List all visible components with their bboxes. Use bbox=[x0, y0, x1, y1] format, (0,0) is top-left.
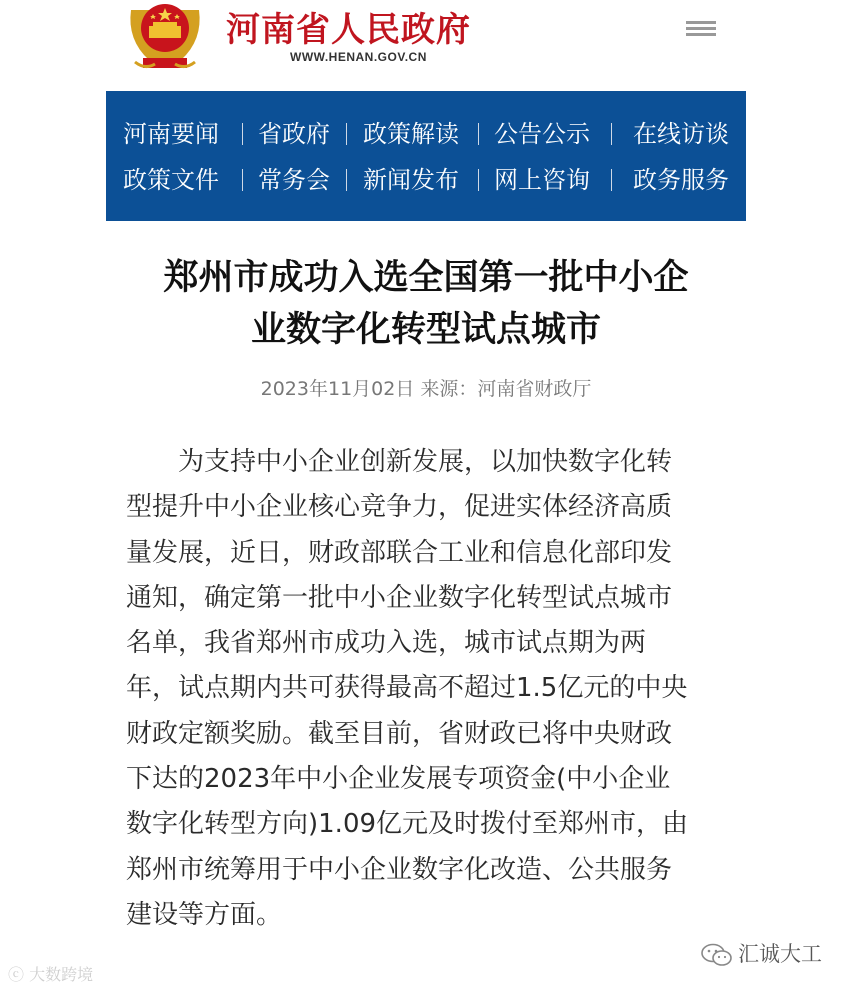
article-line: 通知，确定第一批中小企业数字化转型试点城市 bbox=[126, 582, 673, 613]
nav-item-press-releases[interactable]: 新闻发布 bbox=[363, 166, 459, 194]
site-name[interactable]: 河南省人民政府 bbox=[226, 10, 471, 50]
nav-item-online-consultation[interactable]: 网上咨询 bbox=[494, 166, 590, 194]
nav-item-announcements[interactable]: 公告公示 bbox=[494, 120, 590, 148]
nav-separator bbox=[346, 169, 347, 191]
article-line: 型提升中小企业核心竞争力，促进实体经济高质 bbox=[126, 492, 673, 523]
nav-row bbox=[106, 157, 746, 203]
menu-bar bbox=[686, 33, 716, 36]
nav-separator bbox=[242, 123, 243, 145]
watermark-left-text: 大数跨境 bbox=[29, 965, 94, 984]
article-line: 建设等方面。 bbox=[126, 899, 283, 930]
nav-separator bbox=[478, 169, 479, 191]
nav-row bbox=[106, 111, 746, 157]
nav-separator bbox=[478, 123, 479, 145]
article-line: 为支持中小企业创新发展，以加快数字化转 bbox=[126, 447, 673, 477]
nav-separator bbox=[346, 123, 347, 145]
article-line: 下达的2023年中小企业发展专项资金(中小企业 bbox=[126, 764, 671, 795]
article-line: 名单，我省郑州市成功入选，城市试点期为两 bbox=[126, 628, 647, 659]
article-line: 郑州市统筹用于中小企业数字化改造、公共服务 bbox=[126, 854, 673, 885]
nav-item-policy-interpretation[interactable]: 政策解读 bbox=[363, 120, 459, 148]
article-title-line: 业数字化转型试点城市 bbox=[250, 310, 601, 350]
menu-bar bbox=[686, 21, 716, 24]
nav-item-executive-meetings[interactable]: 常务会 bbox=[258, 166, 330, 194]
article-meta: 2023年11月02日 来源：河南省财政厅 bbox=[260, 378, 592, 400]
nav-separator bbox=[242, 169, 243, 191]
national-emblem-icon[interactable] bbox=[125, 0, 205, 72]
nav-item-policy-documents[interactable]: 政策文件 bbox=[123, 166, 219, 194]
nav-item-henan-news[interactable]: 河南要闻 bbox=[123, 120, 219, 148]
nav-separator bbox=[611, 123, 612, 145]
article-line: 年，试点期内共可获得最高不超过1.5亿元的中央 bbox=[126, 673, 688, 704]
nav-separator bbox=[611, 169, 612, 191]
watermark-right bbox=[700, 938, 822, 968]
article-body bbox=[126, 440, 726, 938]
article-line: 量发展，近日，财政部联合工业和信息化部印发 bbox=[126, 537, 673, 568]
menu-bar bbox=[686, 27, 716, 30]
article-title bbox=[120, 252, 732, 356]
site-url[interactable]: WWW.HENAN.GOV.CN bbox=[290, 50, 427, 64]
hamburger-menu-icon[interactable] bbox=[684, 18, 718, 44]
watermark-left bbox=[8, 962, 93, 985]
watermark-right-text: 汇诚大工 bbox=[738, 942, 822, 966]
site-header bbox=[0, 0, 852, 90]
nav-item-provincial-government[interactable]: 省政府 bbox=[258, 120, 330, 148]
nav-item-government-services[interactable]: 政务服务 bbox=[633, 166, 729, 194]
main-nav bbox=[106, 91, 746, 221]
article-line: 财政定额奖励。截至目前，省财政已将中央财政 bbox=[126, 718, 673, 749]
wechat-icon bbox=[700, 943, 734, 967]
nav-item-online-interviews[interactable]: 在线访谈 bbox=[633, 120, 729, 148]
article-line: 数字化转型方向)1.09亿元及时拨付至郑州市，由 bbox=[126, 809, 689, 840]
article-title-line: 郑州市成功入选全国第一批中小企 bbox=[163, 258, 689, 298]
watermark-logo-icon: ⓒ bbox=[8, 965, 30, 984]
